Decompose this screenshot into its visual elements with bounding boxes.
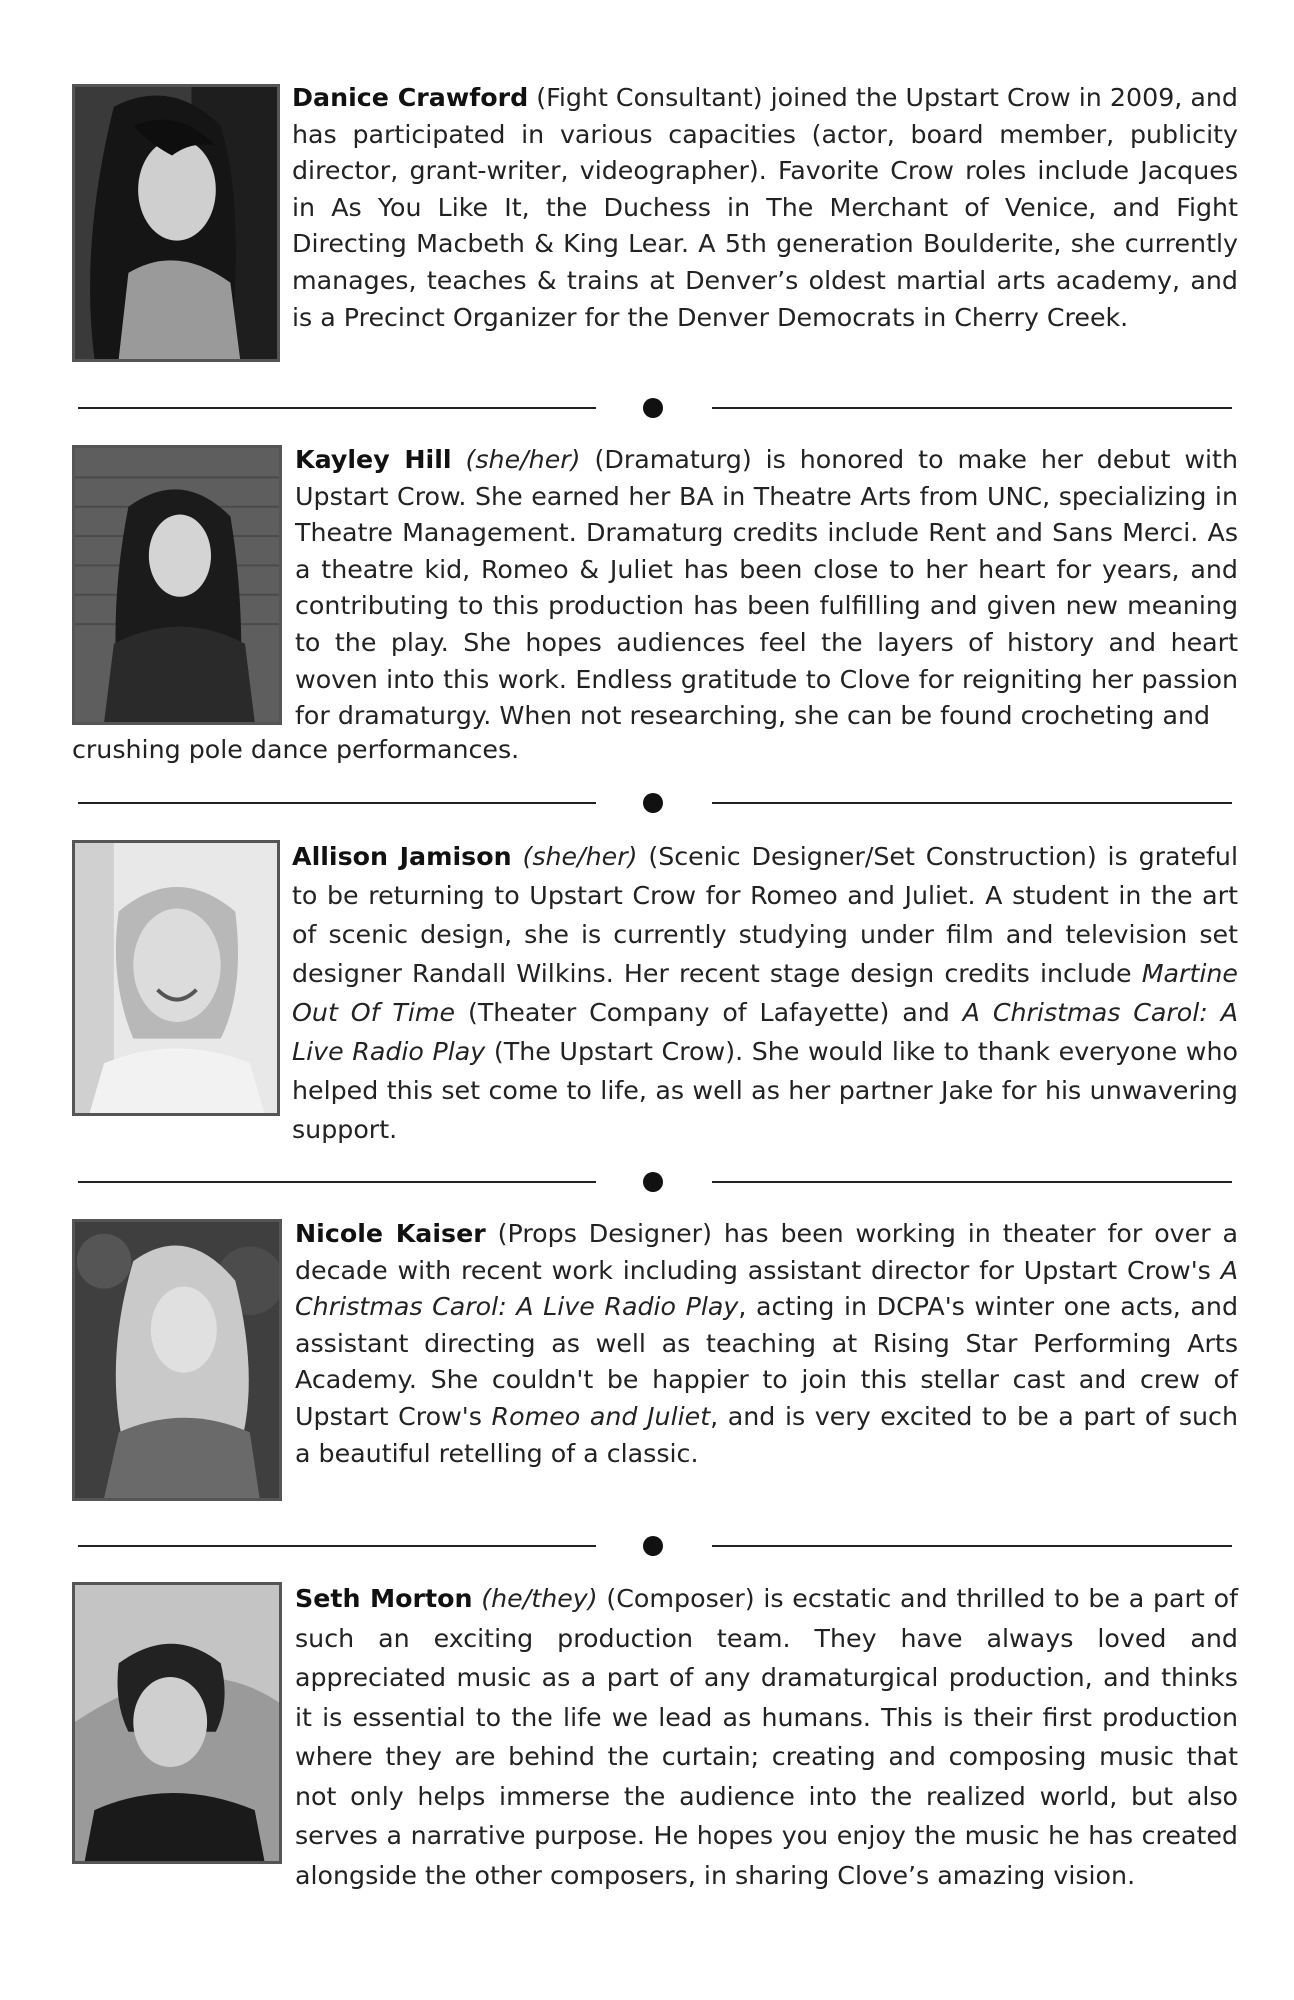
bio-text: (Fight Consultant) joined the Upstart Crow in 2009, and has participated in various capacities (actor, board member, publicity director, grant-writer, videographer). Favorite Crow roles include Jacques in As You Like It, the Duchess in The Merchant of Venice, and Fight Directing Macbeth & King Lear. A 5th generation Boulderite, she currently manages, teaches & trains at Denver’s oldest martial arts academy, and is a Precinct Organizer for the Denver Democrats in Cherry Creek.	[292, 83, 1238, 332]
bio-pronouns: (she/her)	[465, 445, 581, 474]
separator-line-right	[712, 802, 1232, 804]
separator-dot	[643, 793, 663, 813]
bio-text: (The Upstart Crow). She would like to thank everyone who helped this set come to life, as well as her partner Jake for his unwavering support.	[292, 1037, 1238, 1144]
bio-danice-crawford	[292, 80, 1238, 336]
separator-line-left	[78, 1545, 596, 1547]
separator-line-left	[78, 802, 596, 804]
separator-line-right	[712, 407, 1232, 409]
bio-text: (Scenic Designer/Set Construction) is grateful to be returning to Upstart Crow for Romeo and Juliet. A student in the art of scenic design, she is currently studying under film and television set designer Randall Wilkins. Her recent stage design credits include	[292, 842, 1238, 988]
bio-pronouns: (he/they)	[481, 1584, 598, 1613]
headshot-allison-jamison	[72, 840, 280, 1116]
separator-line-left	[78, 407, 596, 409]
bio-name: Danice Crawford	[292, 83, 529, 112]
bio-allison-jamison	[292, 837, 1238, 1149]
bio-kayley-hill-tail: crushing pole dance performances.	[72, 735, 520, 764]
bio-name: Nicole Kaiser	[295, 1219, 486, 1248]
headshot-danice-crawford	[72, 84, 280, 362]
separator-line-right	[712, 1181, 1232, 1183]
bio-name: Kayley Hill	[295, 445, 452, 474]
separator-dot	[643, 1172, 663, 1192]
bio-kayley-hill	[295, 442, 1238, 735]
headshot-nicole-kaiser	[72, 1219, 282, 1501]
separator-dot	[643, 1536, 663, 1556]
bio-name: Seth Morton	[295, 1584, 473, 1613]
bio-text: , acting in DCPA's winter one acts, and assistant directing as well as teaching at Rising Star Performing Arts Academy. She couldn't be happier to join this stellar cast and crew of Upstart Crow's	[295, 1292, 1238, 1431]
bio-italic-title: Martine Out Of Time	[292, 959, 1238, 1027]
bio-text: (Composer) is ecstatic and thrilled to be a part of such an exciting production team. They have always loved and appreciated music as a part of any dramaturgical production, and thinks it is essential to the life we lead as humans. This is their first production where they are behind the curtain; creating and composing music that not only helps immerse the audience into the realized world, but also serves a narrative purpose. He hopes you enjoy the music he has created alongside the other composers, in sharing Clove’s amazing vision.	[295, 1584, 1238, 1890]
separator-dot	[643, 398, 663, 418]
bio-text: (Dramaturg) is honored to make her debut with Upstart Crow. She earned her BA in Theatre Arts from UNC, specializing in Theatre Management. Dramaturg credits include Rent and Sans Merci. As a theatre kid, Romeo & Juliet has been close to her heart for years, and contributing to this production has been fulfilling and given new meaning to the play. She hopes audiences feel the layers of history and heart woven into this work. Endless gratitude to Clove for reigniting her passion for dramaturgy. When not researching, she can be found crocheting and	[295, 445, 1238, 731]
bio-italic-title: Romeo and Juliet	[491, 1401, 711, 1431]
separator-line-left	[78, 1181, 596, 1183]
bio-pronouns: (she/her)	[522, 842, 638, 871]
bio-text: (Theater Company of Lafayette) and	[455, 998, 963, 1027]
bio-nicole-kaiser	[295, 1216, 1238, 1472]
bio-seth-morton	[295, 1579, 1238, 1895]
bio-italic-title: A Christmas Carol: A Live Radio Play	[295, 1255, 1238, 1322]
bio-text: , and is very excited to be a part of such a beautiful retelling of a classic.	[295, 1401, 1238, 1468]
headshot-kayley-hill	[72, 445, 282, 725]
bio-italic-title: A Christmas Carol: A Live Radio Play	[292, 998, 1238, 1066]
separator-line-right	[712, 1545, 1232, 1547]
bio-text: (Props Designer) has been working in theater for over a decade with recent work including assistant director for Upstart Crow's	[295, 1219, 1239, 1285]
headshot-seth-morton	[72, 1582, 282, 1864]
bio-name: Allison Jamison	[292, 842, 512, 871]
